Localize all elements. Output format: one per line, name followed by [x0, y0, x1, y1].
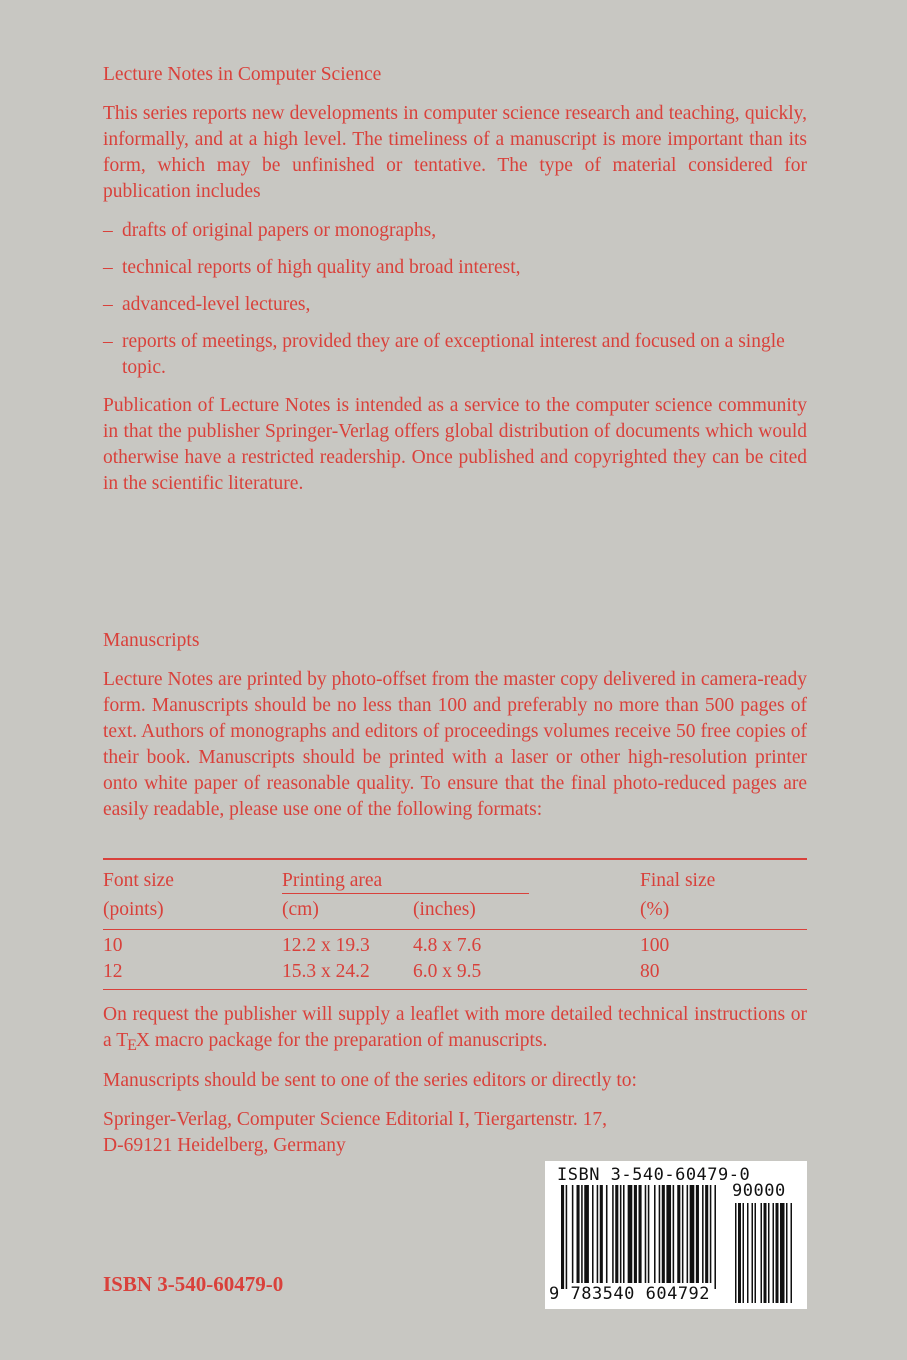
barcode-bar: [572, 1185, 574, 1283]
barcode-bar: [714, 1185, 716, 1289]
send-to-line: Manuscripts should be sent to one of the series editors or directly to:: [103, 1070, 637, 1091]
printing-area-rule: [282, 893, 529, 894]
barcode-bar: [659, 1185, 661, 1283]
formats-table: [103, 858, 807, 982]
barcode-addon-bar: [776, 1203, 779, 1303]
barcode-bar: [710, 1185, 712, 1283]
barcode-bar: [584, 1185, 589, 1283]
manuscripts-footer-text: [103, 1002, 807, 1159]
list-item: – drafts of original papers or monographs,: [103, 220, 437, 241]
barcode-bar: [628, 1185, 633, 1283]
header-final-size: Final size: [640, 870, 716, 891]
barcode-bar: [615, 1185, 618, 1283]
barcode-bar: [600, 1185, 603, 1283]
barcode-bar: [581, 1185, 583, 1283]
barcode: [545, 1161, 807, 1309]
barcode-bar: [566, 1185, 568, 1289]
barcode-bar: [623, 1185, 625, 1283]
manuscripts-body: Lecture Notes are printed by photo-offset from the master copy delivered in camera-ready form. Manuscripts should be no less than 100 and preferably no more than 500 pages of text. Authors of monographs and editors of proceedings volumes receive 50 free copies of their book. Manuscripts should be printed with a laser or other high-resolution printer onto white paper of reasonable quality. To ensure that the final photo-reduced pages are easily readable, please use one of the following formats:: [103, 669, 807, 820]
request-paragraph: On request the publisher will supply a leaflet with more detailed technical instructions or a $T_EX$ macro package for the preparation of manuscripts.: [103, 1004, 807, 1054]
barcode-addon-bar: [773, 1203, 775, 1303]
row-2-font: 12: [103, 961, 123, 982]
barcode-bar: [705, 1185, 708, 1283]
address-line-1: Springer-Verlag, Computer Science Editorial I, Tiergartenstr. 17,: [103, 1109, 607, 1130]
barcode-bar: [673, 1185, 675, 1283]
publication-paragraph: Publication of Lecture Notes is intended as a service to the computer science community in that the publisher Springer-Verlag offers global distribution of documents which would otherwise have a restricted readership. Once published and copyrighted they can be cited in the scientific literature.: [103, 395, 807, 494]
barcode-bar: [606, 1185, 608, 1283]
row-2-cm: 15.3 x 24.2: [282, 961, 370, 982]
barcode-isbn-label: ISBN 3-540-60479-0: [557, 1165, 751, 1185]
tex-logo: $T_EX$: [116, 1030, 150, 1054]
header-percent: (%): [640, 899, 670, 920]
barcode-addon-bar: [764, 1203, 767, 1303]
row-1-font: 10: [103, 935, 123, 956]
header-points: (points): [103, 899, 164, 920]
barcode-addon-bar: [780, 1203, 785, 1303]
barcode-bar: [577, 1185, 580, 1283]
barcode-bar: [561, 1185, 564, 1289]
barcode-ean-digits: 9 783540 604792: [549, 1284, 711, 1304]
barcode-addon-bar: [747, 1203, 749, 1303]
barcode-bar: [634, 1185, 637, 1283]
header-cm: (cm): [282, 899, 319, 920]
barcode-bar: [612, 1185, 614, 1283]
row-2-inches: 6.0 x 9.5: [413, 961, 482, 982]
barcode-addon-bar: [743, 1203, 745, 1303]
barcode-addon-bar: [786, 1203, 788, 1303]
isbn-number: ISBN 3-540-60479-0: [103, 1272, 284, 1296]
row-1-inches: 4.8 x 7.6: [413, 935, 482, 956]
barcode-addon-bar: [738, 1203, 741, 1303]
barcode-bar: [677, 1185, 680, 1283]
manuscripts-title: Manuscripts: [103, 630, 200, 651]
barcode-bar: [682, 1185, 684, 1283]
header-printing-area: Printing area: [282, 870, 383, 891]
barcode-bar: [620, 1185, 622, 1283]
header-font-size: Font size: [103, 870, 174, 891]
table-top-rule: [103, 858, 807, 860]
series-title: Lecture Notes in Computer Science: [103, 64, 382, 85]
barcode-bar: [639, 1185, 642, 1283]
header-inches: (inches): [413, 899, 476, 920]
barcode-bar: [687, 1185, 689, 1283]
list-item: – advanced-level lectures,: [103, 294, 311, 315]
barcode-bar: [645, 1185, 647, 1283]
series-intro: This series reports new developments in computer science research and teaching, quickly, informally, and at a high level. The timeliness of a manuscript is more important than its form, which may be unfinished or tentative. The type of material considered for publication includes: [103, 103, 807, 202]
barcode-addon-bar: [768, 1203, 770, 1303]
barcode-addon-bar: [735, 1203, 737, 1303]
barcode-bar: [648, 1185, 650, 1283]
material-list: [103, 218, 807, 381]
barcode-addon-bar: [752, 1203, 754, 1303]
barcode-addon-bar: [761, 1203, 763, 1303]
list-item: – technical reports of high quality and broad interest,: [103, 257, 521, 278]
row-1-final: 100: [640, 935, 670, 956]
barcode-bar: [690, 1185, 695, 1283]
barcode-bar: [666, 1185, 671, 1283]
barcode-bar: [696, 1185, 699, 1283]
table-bottom-rule: [103, 989, 807, 990]
header-bottom-rule: [103, 929, 807, 930]
barcode-bar: [654, 1185, 656, 1283]
row-1-cm: 12.2 x 19.3: [282, 935, 370, 956]
barcode-bar: [662, 1185, 665, 1283]
barcode-bar: [597, 1185, 599, 1283]
row-2-final: 80: [640, 961, 660, 982]
list-item: – reports of meetings, provided they are of exceptional interest and focused on a single topic.: [103, 331, 785, 378]
barcode-addon-bar: [755, 1203, 757, 1303]
address-line-2: D-69121 Heidelberg, Germany: [103, 1135, 346, 1156]
barcode-addon-digits: 90000: [732, 1181, 786, 1201]
back-cover-text: [103, 62, 807, 823]
barcode-addon-bar: [791, 1203, 793, 1303]
barcode-bar: [702, 1185, 704, 1283]
barcode-bar: [592, 1185, 594, 1283]
